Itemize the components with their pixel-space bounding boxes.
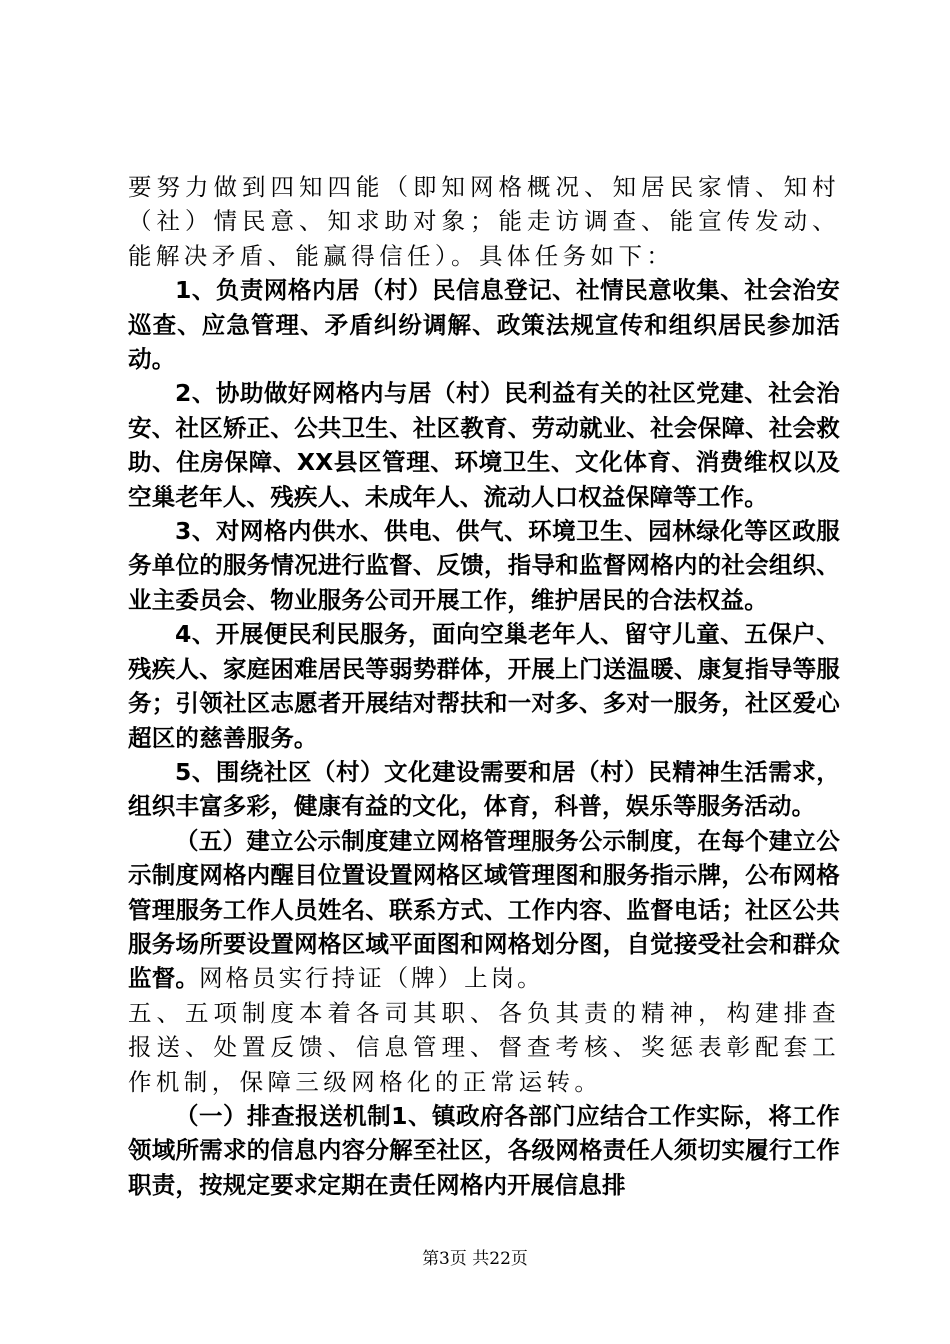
paragraph-five-systems: 五、五项制度本着各司其职、各负其责的精神，构建排查报送、处置反馈、信息管理、督查考核、奖惩表彰配套工作机制，保障三级网格化的正常运转。 xyxy=(128,998,840,1096)
document-body xyxy=(128,170,840,1202)
paragraph-section-5-main: （五）建立公示制度建立网格管理服务公示制度，在每个建立公示制度网格内醒目位置设置网格区域管理图和服务指示牌，公布网格管理服务工作人员姓名、联系方式、工作内容、监督电话；社区公共服务场所要设置网格区域平面图和网格划分图，自觉接受社会和群众监督。 xyxy=(128,826,840,993)
paragraph-section-5 xyxy=(128,824,840,996)
paragraph-intro: 要努力做到四知四能（即知网格概况、知居民家情、知村（社）情民意、知求助对象；能走访调查、能宣传发动、能解决矛盾、能赢得信任）。具体任务如下： xyxy=(128,173,840,270)
paragraph-item-2: 2、协助做好网格内与居（村）民利益有关的社区党建、社会治安、社区矫正、公共卫生、社区教育、劳动就业、社会保障、社会救助、住房保障、XX县区管理、环境卫生、文化体育、消费维权以及空巢老年人、残疾人、未成年人、流动人口权益保障等工作。 xyxy=(128,379,840,511)
page-footer: 第3页 共22页 xyxy=(422,1249,528,1269)
paragraph-item-3: 3、对网格内供水、供电、供气、环境卫生、园林绿化等区政服务单位的服务情况进行监督、反馈，指导和监督网格内的社会组织、业主委员会、物业服务公司开展工作，维护居民的合法权益。 xyxy=(128,517,840,614)
paragraph-mechanism-1: （一）排查报送机制1、镇政府各部门应结合工作实际，将工作领域所需求的信息内容分解至社区，各级网格责任人须切实履行工作职责，按规定要求定期在责任网格内开展信息排 xyxy=(128,1101,840,1199)
paragraph-item-5: 5、围绕社区（村）文化建设需要和居（村）民精神生活需求，组织丰富多彩，健康有益的文化，体育，科普，娱乐等服务活动。 xyxy=(128,757,840,821)
paragraph-item-4: 4、开展便民利民服务，面向空巢老年人、留守儿童、五保户、残疾人、家庭困难居民等弱势群体，开展上门送温暖、康复指导等服务；引领社区志愿者开展结对帮扶和一对多、多对一服务，社区爱心超区的慈善服务。 xyxy=(128,620,840,752)
paragraph-item-1: 1、负责网格内居（村）民信息登记、社情民意收集、社会治安巡查、应急管理、矛盾纠纷调解、政策法规宣传和组织居民参加活动。 xyxy=(128,276,840,374)
paragraph-section-5-tail: 网格员实行持证（牌）上岗。 xyxy=(199,964,544,993)
